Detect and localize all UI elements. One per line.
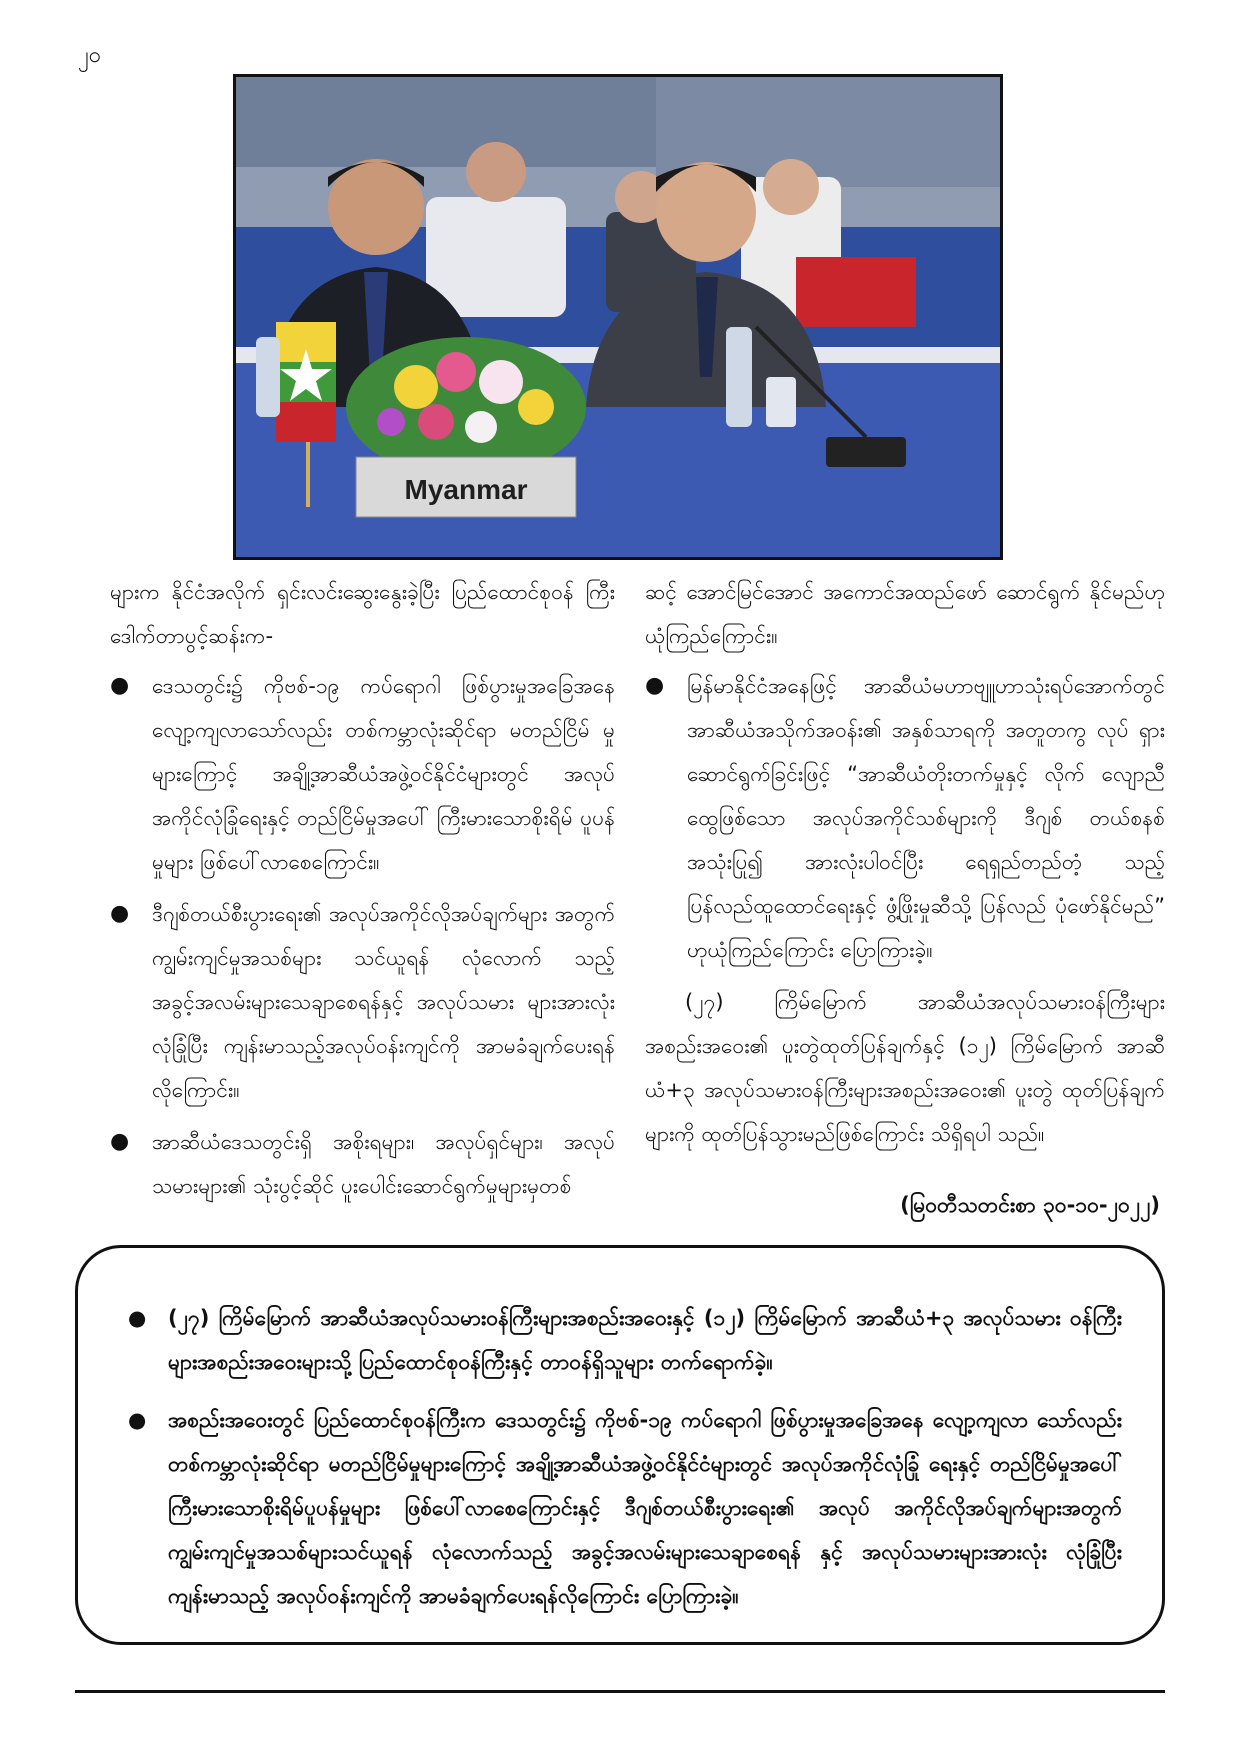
page-number: ၂၀ <box>78 43 102 68</box>
list-item <box>110 664 615 884</box>
table-sign-text: Myanmar <box>404 474 528 505</box>
bullet-icon: ● <box>645 673 665 698</box>
list-item <box>110 892 615 1112</box>
bullet-icon: ● <box>110 673 130 698</box>
right-closing: (၂၇) ကြိမ်မြောက် အာဆီယံအလုပ်သမားဝန်ကြီးများ အစည်းအဝေး၏ ပူးတွဲထုတ်ပြန်ချက်နှင့် (၁၂) ကြိမ်မြောက် အာဆီယံ+၃ အလုပ်သမားဝန်ကြီးများအစည်းအဝေး၏ ပူးတွဲ ထုတ်ပြန်ချက်များကို ထုတ်ပြန်သွားမည်ဖြစ်ကြောင်း သိရှိရပါ သည်။ <box>645 990 1165 1146</box>
meeting-photo <box>233 74 1003 560</box>
bullet-text: မြန်မာနိုင်ငံအနေဖြင့် အာဆီယံမဟာဗျူဟာသုံးရပ်အောက်တွင် အာဆီယံအသိုက်အဝန်း၏ အနှစ်သာရကို အတူတကွ လုပ် ရှားဆောင်ရွက်ခြင်းဖြင့် “အာဆီယံတိုးတက်မှုနှင့် လိုက် လျောညီထွေဖြစ်သော အလုပ်အကိုင်သစ်များကို ဒီဂျစ် တယ်စနစ်အသုံးပြု၍ အားလုံးပါဝင်ပြီး ရေရှည်တည်တံ့ သည့် ပြန်လည်ထူထောင်ရေးနှင့် ဖွံ့ဖြိုးမှုဆီသို့ ပြန်လည် ပုံဖော်နိုင်မည်” ဟုယုံကြည်ကြောင်း ပြောကြားခဲ့။ <box>687 674 1165 962</box>
summary-item <box>128 1398 1122 1618</box>
source-citation: (မြဝတီသတင်းစာ ၃၀-၁၀-၂၀၂၂) <box>900 1193 1160 1217</box>
bullet-icon: ● <box>128 1408 147 1432</box>
left-intro: များက နိုင်ငံအလိုက် ရှင်းလင်းဆွေးနွေးခဲ့ပြီး ပြည်ထောင်စုဝန် ကြီး ဒေါက်တာပွင့်ဆန်းက- <box>110 580 615 648</box>
bullet-icon: ● <box>128 1306 147 1330</box>
summary-text: အစည်းအဝေးတွင် ပြည်ထောင်စုဝန်ကြီးက ဒေသတွင်း၌ ကိုဗစ်-၁၉ ကပ်ရောဂါ ဖြစ်ပွားမှုအခြေအနေ လျော့ကျလာ သော်လည်း တစ်ကမ္ဘာလုံးဆိုင်ရာ မတည်ငြိမ်မှုများကြောင့် အချို့အာဆီယံအဖွဲ့ဝင်နိုင်ငံများတွင် အလုပ်အကိုင်လုံခြုံ ရေးနှင့် တည်ငြိမ်မှုအပေါ် ကြီးမားသောစိုးရိမ်ပူပန်မှုများ ဖြစ်ပေါ်လာစေကြောင်းနှင့် ဒီဂျစ်တယ်စီးပွားရေး၏ အလုပ် အကိုင်လိုအပ်ချက်များအတွက် ကျွမ်းကျင်မှုအသစ်များသင်ယူရန် လုံလောက်သည့် အခွင့်အလမ်းများသေချာစေရန် နှင့် အလုပ်သမားများအားလုံး လုံခြုံပြီး ကျန်းမာသည့် အလုပ်ဝန်းကျင်ကို အာမခံချက်ပေးရန်လိုကြောင်း ပြောကြားခဲ့။ <box>168 1408 1122 1608</box>
bullet-text: ဒီဂျစ်တယ်စီးပွားရေး၏ အလုပ်အကိုင်လိုအပ်ချက်များ အတွက် ကျွမ်းကျင်မှုအသစ်များ သင်ယူရန် လုံလောက် သည့် အခွင့်အလမ်းများသေချာစေရန်နှင့် အလုပ်သမား များအားလုံး လုံခြုံပြီး ကျန်းမာသည့်အလုပ်ဝန်းကျင်ကို အာမခံချက်ပေးရန် လိုကြောင်း။ <box>152 902 615 1102</box>
bullet-icon: ● <box>110 1129 130 1154</box>
bullet-text: အာဆီယံဒေသတွင်းရှိ အစိုးရများ၊ အလုပ်ရှင်များ၊ အလုပ် သမားများ၏ သုံးပွင့်ဆိုင် ပူးပေါင်းဆောင်ရွက်မှုများမှတစ် <box>152 1130 615 1198</box>
right-continuation: ဆင့် အောင်မြင်အောင် အကောင်အထည်ဖော် ဆောင်ရွက် နိုင်မည်ဟု ယုံကြည်ကြောင်း။ <box>645 580 1165 648</box>
bullet-text: ဒေသတွင်း၌ ကိုဗစ်-၁၉ ကပ်ရောဂါ ဖြစ်ပွားမှုအခြေအနေ လျော့ကျလာသော်လည်း တစ်ကမ္ဘာလုံးဆိုင်ရာ မတည်ငြိမ် မှုများကြောင့် အချို့အာဆီယံအဖွဲ့ဝင်နိုင်ငံများတွင် အလုပ် အကိုင်လုံခြုံရေးနှင့် တည်ငြိမ်မှုအပေါ် ကြီးမားသောစိုးရိမ် ပူပန်မှုများ ဖြစ်ပေါ်လာစေကြောင်း။ <box>152 674 615 874</box>
list-item <box>645 664 1165 972</box>
summary-text: (၂၇) ကြိမ်မြောက် အာဆီယံအလုပ်သမားဝန်ကြီးများအစည်းအဝေးနှင့် (၁၂) ကြိမ်မြောက် အာဆီယံ+၃ အလုပ်သမား ဝန်ကြီးများအစည်းအဝေးများသို့ ပြည်ထောင်စုဝန်ကြီးနှင့် တာဝန်ရှိသူများ တက်ရောက်ခဲ့။ <box>168 1306 1122 1374</box>
bullet-icon: ● <box>110 901 130 926</box>
summary-box <box>75 1245 1165 1645</box>
list-item <box>110 1120 615 1208</box>
right-column <box>645 570 1165 1162</box>
summary-item <box>128 1296 1122 1384</box>
left-column <box>110 570 615 1216</box>
bottom-divider <box>75 1690 1165 1693</box>
